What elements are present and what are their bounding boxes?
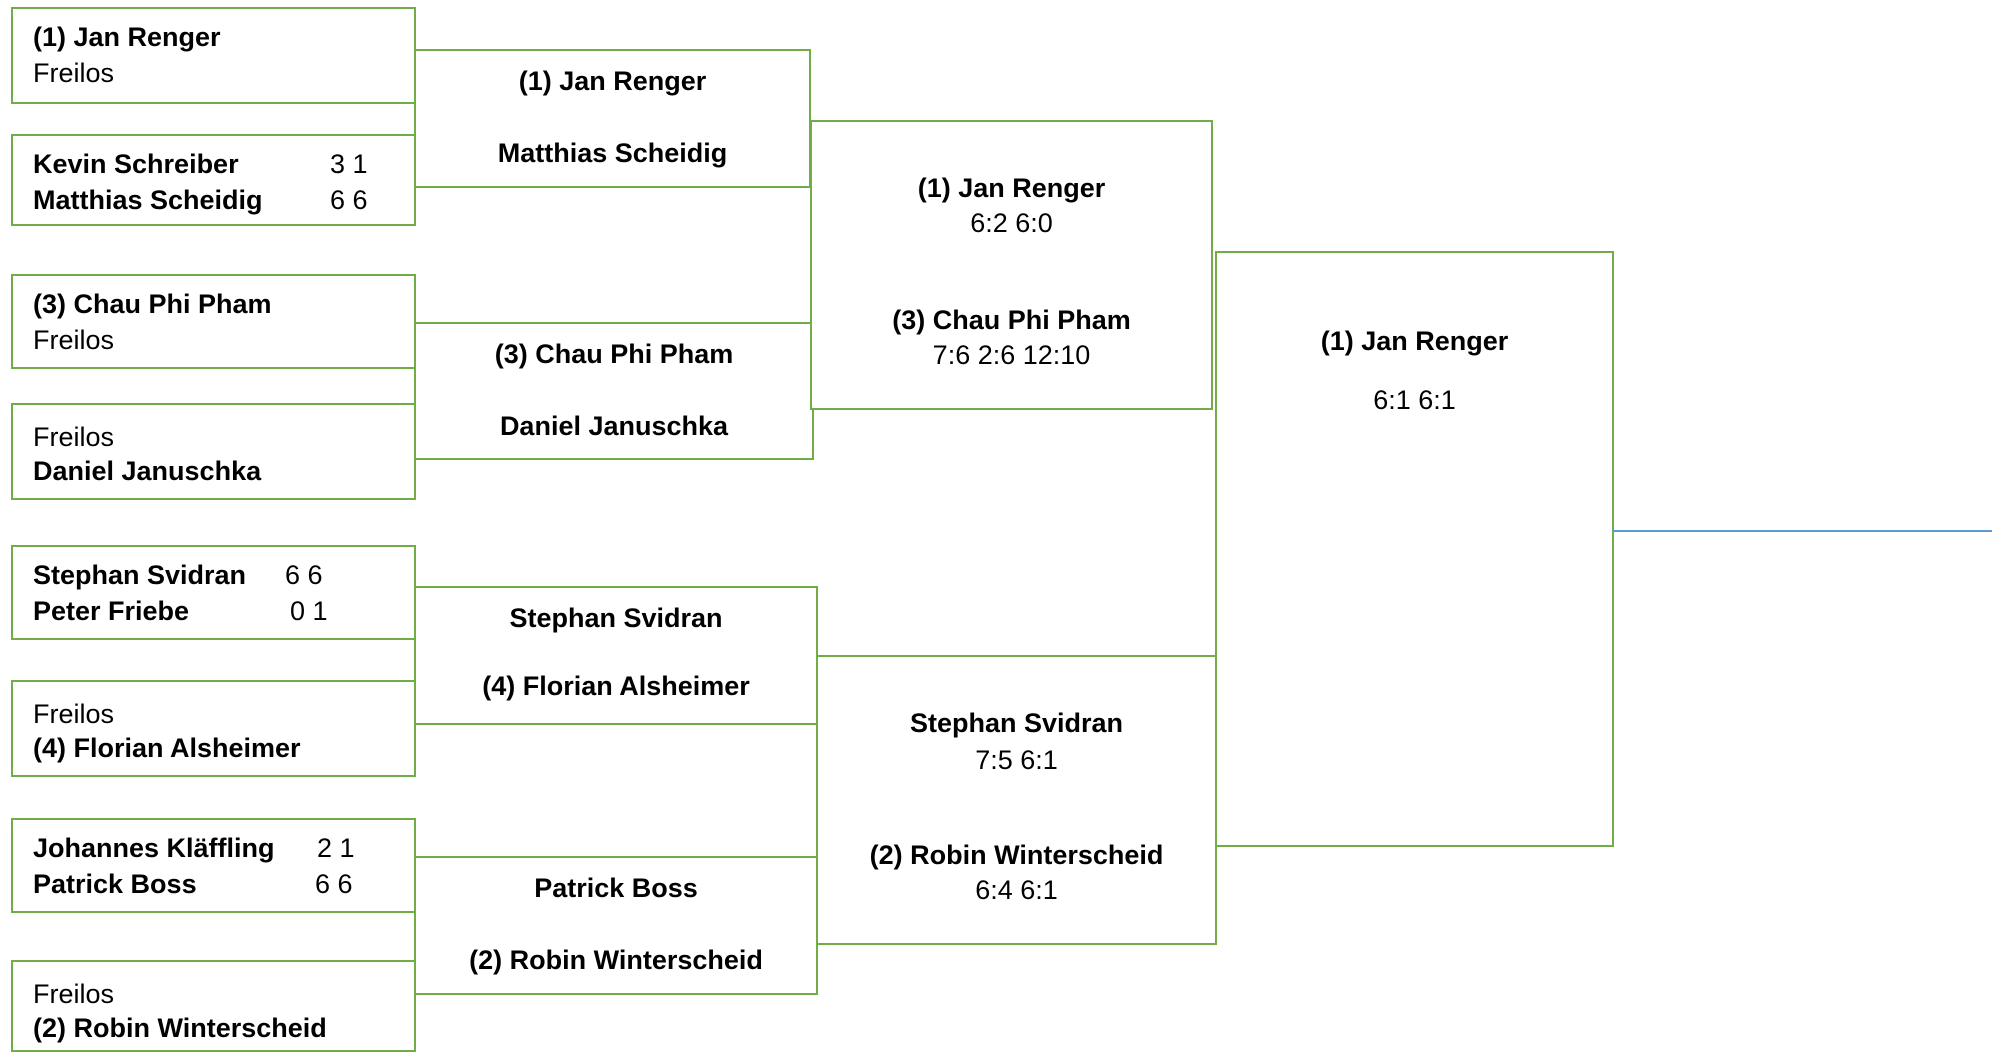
r1-m7-player2: Patrick Boss (33, 869, 197, 899)
r2-m4-player1: Patrick Boss (534, 873, 698, 903)
r2-match-3 (414, 586, 818, 725)
r2-m4-player2: (2) Robin Winterscheid (469, 945, 763, 975)
semi-2-score2: 6:4 6:1 (975, 875, 1058, 905)
r1-m3-player2: Freilos (33, 325, 115, 355)
r1-match-5 (11, 545, 416, 640)
r2-m3-player1: Stephan Svidran (509, 603, 723, 633)
r1-m2-player1: Kevin Schreiber (33, 149, 239, 179)
r1-match-8 (11, 960, 416, 1052)
r1-m1-player2: Freilos (33, 58, 115, 88)
r1-m2-score2: 6 6 (330, 185, 368, 215)
semi-1-player2: (3) Chau Phi Pham (892, 305, 1131, 335)
r1-m4-player1: Freilos (33, 422, 115, 452)
semi-match-1 (810, 120, 1213, 410)
final-winner: (1) Jan Renger (1320, 326, 1509, 356)
semi-match-2 (816, 655, 1217, 945)
r1-m5-player1: Stephan Svidran (33, 560, 247, 590)
r1-m7-score2: 6 6 (315, 869, 353, 899)
r1-m6-player2: (4) Florian Alsheimer (33, 733, 301, 763)
r2-m3-player2: (4) Florian Alsheimer (482, 671, 750, 701)
r1-m7-score1: 2 1 (317, 833, 355, 863)
r1-m8-player1: Freilos (33, 979, 115, 1009)
r2-match-2 (414, 322, 814, 460)
semi-2-player1: Stephan Svidran (909, 708, 1124, 738)
r1-m8-player2: (2) Robin Winterscheid (33, 1013, 327, 1043)
semi-1-score1: 6:2 6:0 (970, 208, 1053, 238)
final-score: 6:1 6:1 (1373, 385, 1456, 415)
r1-m2-score1: 3 1 (330, 149, 368, 179)
semi-2-player2: (2) Robin Winterscheid (869, 840, 1164, 870)
semi-1-player1: (1) Jan Renger (917, 173, 1106, 203)
final-match (1215, 251, 1614, 847)
r2-m1-player2: Matthias Scheidig (497, 138, 728, 168)
r2-m2-player2: Daniel Januschka (499, 411, 729, 441)
r1-match-3 (11, 274, 416, 369)
r2-m1-player1: (1) Jan Renger (518, 66, 707, 96)
r1-m6-player1: Freilos (33, 699, 115, 729)
r2-match-4 (414, 856, 818, 995)
r1-m5-score2: 0 1 (290, 596, 328, 626)
r1-match-6 (11, 680, 416, 777)
r2-match-1 (414, 49, 811, 188)
semi-2-score1: 7:5 6:1 (975, 745, 1058, 775)
r1-match-2 (11, 134, 416, 226)
r1-m5-score1: 6 6 (285, 560, 323, 590)
r1-m2-player2: Matthias Scheidig (33, 185, 263, 215)
r2-m2-player1: (3) Chau Phi Pham (494, 339, 734, 369)
r1-m5-player2: Peter Friebe (33, 596, 190, 626)
r1-match-7 (11, 818, 416, 913)
champion-line (1612, 530, 1992, 532)
r1-m7-player1: Johannes Kläffling (33, 833, 275, 863)
r1-match-4 (11, 403, 416, 500)
r1-match-1 (11, 7, 416, 104)
semi-1-score2: 7:6 2:6 12:10 (932, 340, 1091, 370)
r1-m3-player1: (3) Chau Phi Pham (33, 289, 272, 319)
r1-m1-player1: (1) Jan Renger (33, 22, 221, 52)
r1-m4-player2: Daniel Januschka (33, 456, 262, 486)
